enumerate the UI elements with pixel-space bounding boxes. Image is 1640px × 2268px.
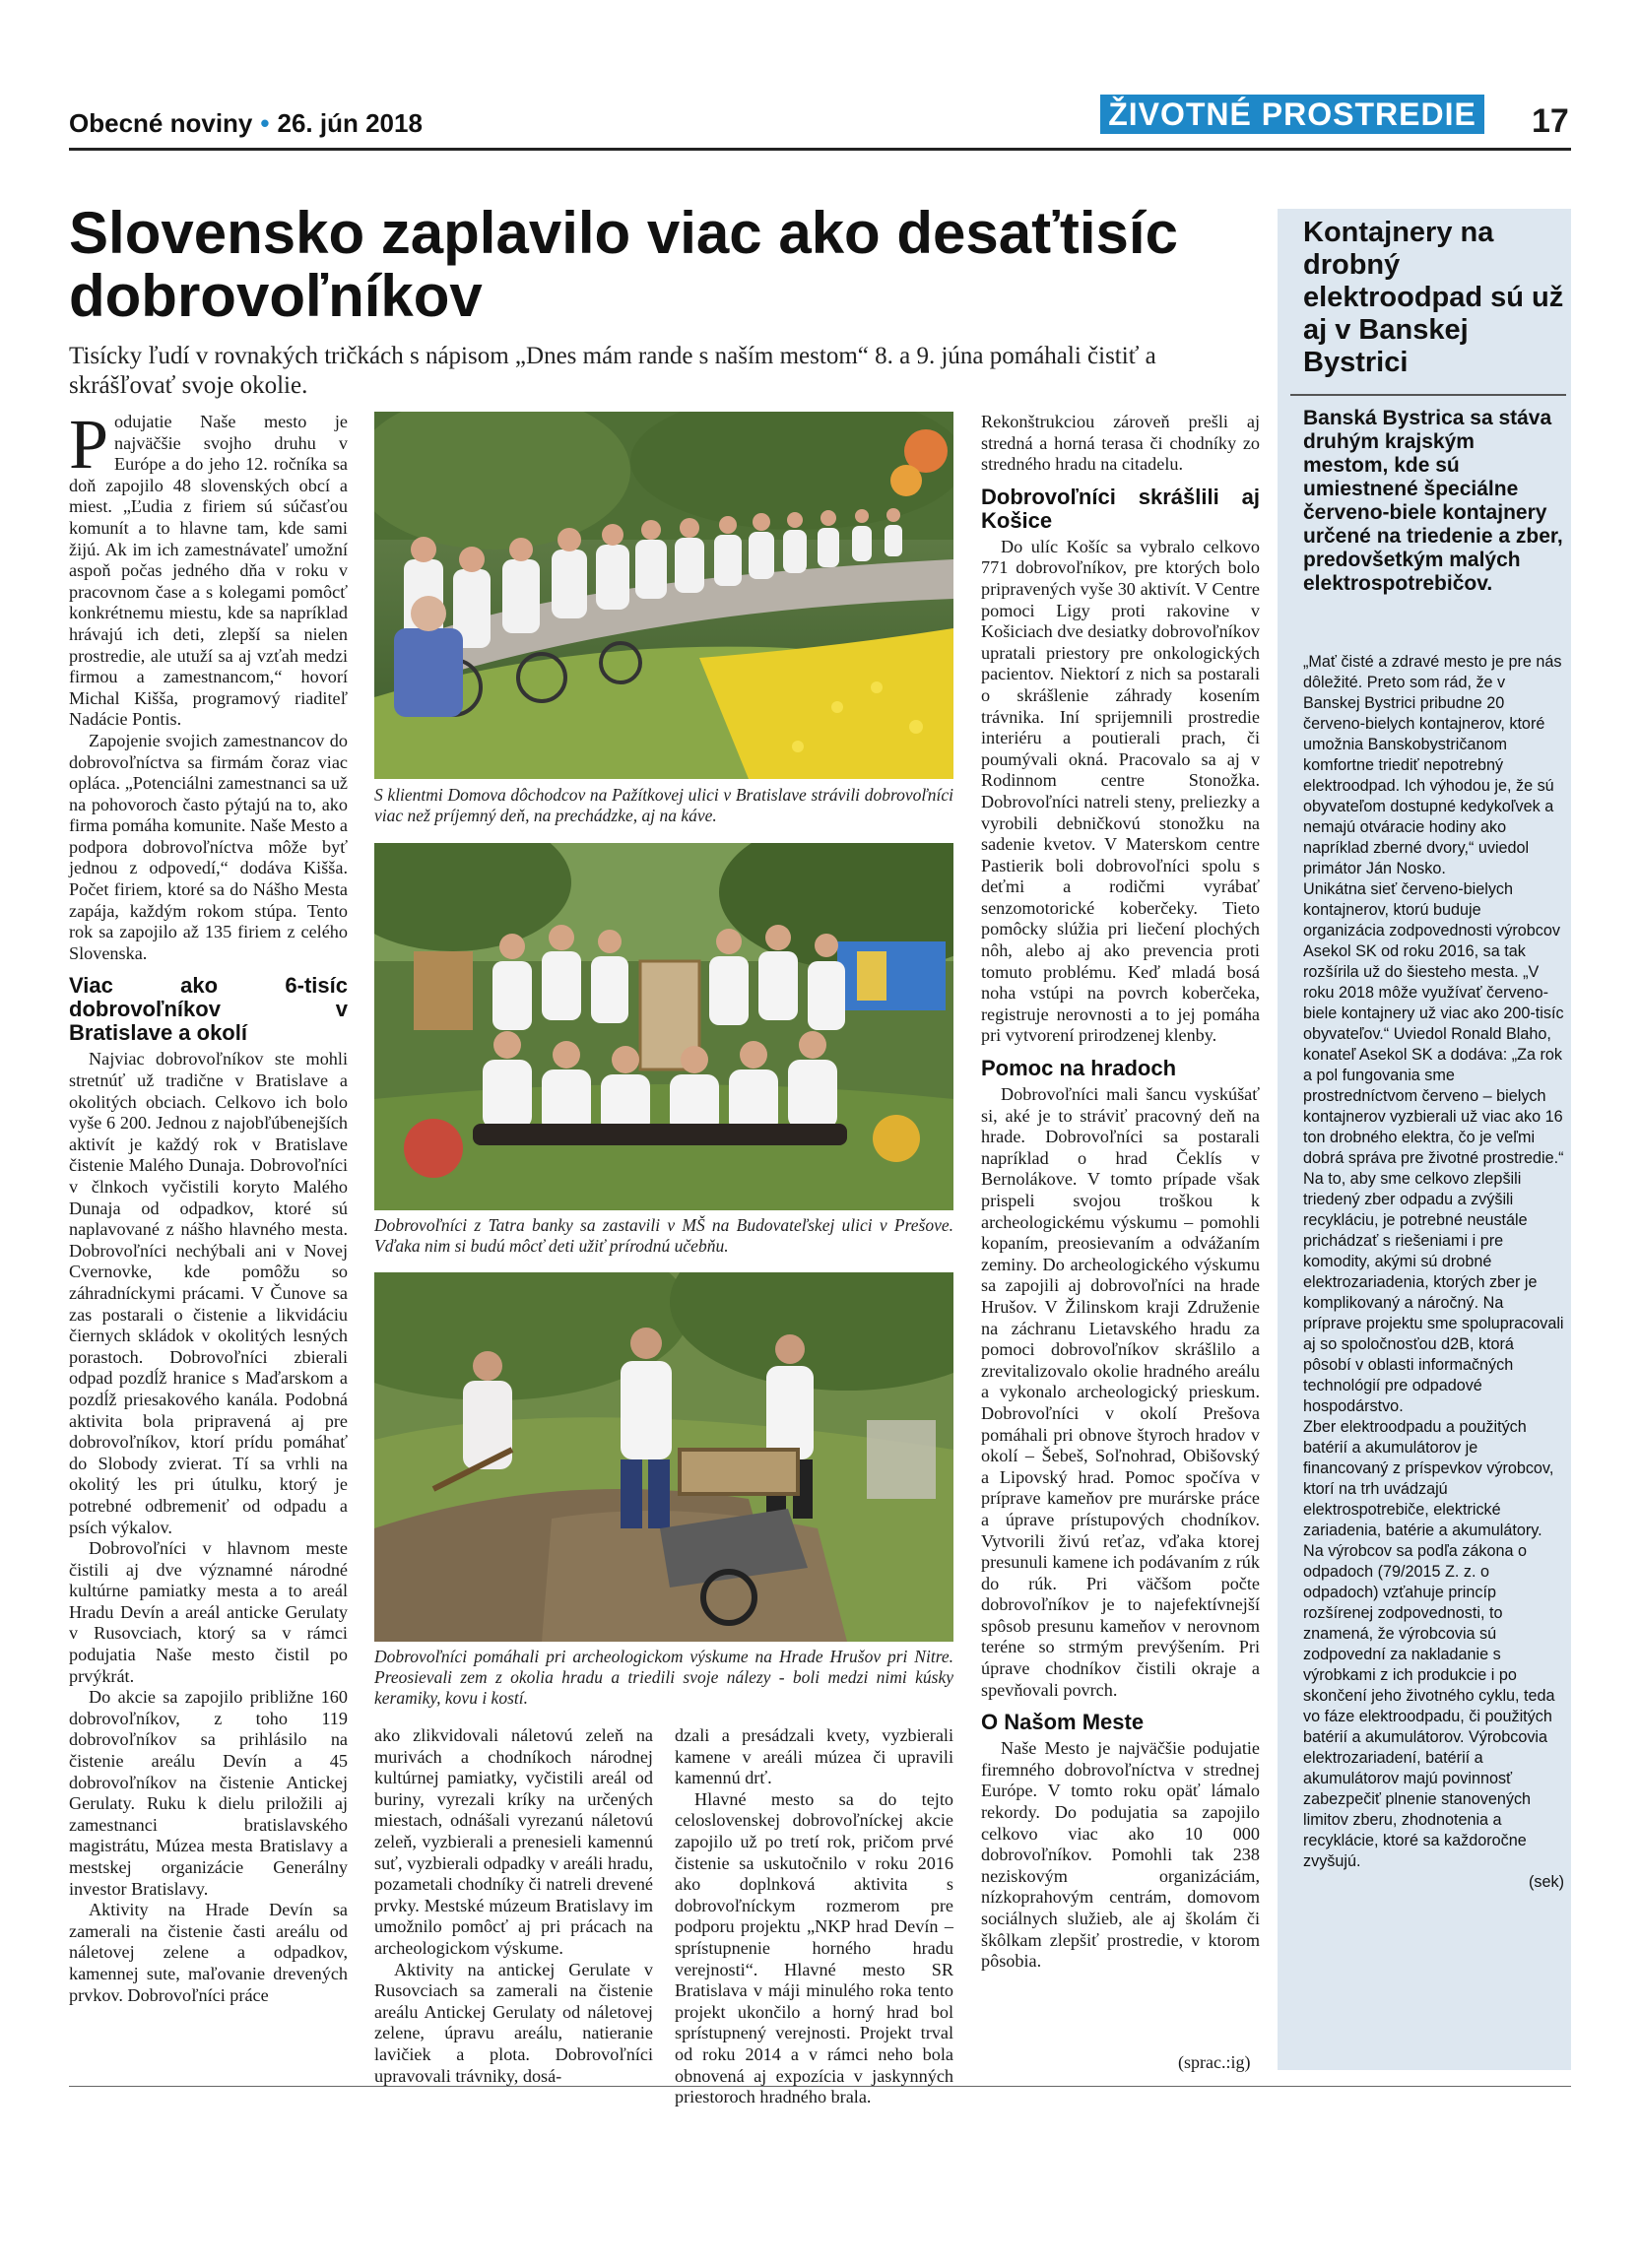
photo-caption: S klientmi Domova dôchodcov na Pažítkovej ulici v Bratislave strávili dobrovoľníci viac než príjemný deň, na prechádzke, aj na káve. bbox=[374, 785, 953, 825]
sidebar-lead: Banská Bystrica sa stáva druhým krajským mestom, kde sú umiestnené špeciálne červeno-biele kontajnery určené na triedenie a zber, predovšetkým malých elektrospotrebičov. bbox=[1303, 407, 1563, 595]
issue-date: 26. jún 2018 bbox=[277, 108, 423, 138]
drop-cap: P bbox=[69, 405, 109, 484]
top-rule bbox=[69, 148, 1571, 151]
paragraph: Rekonštrukciou zároveň prešli aj stredná a horná terasa či chodníky zo stredného hradu na citadelu. bbox=[981, 412, 1260, 475]
paragraph: Naše Mesto je najväčšie podujatie firemného dobrovoľníctva v strednej Európe. V tomto roku opäť lámalo rekordy. Do podujatia sa zapojilo celkovo viac ako 10 000 dobrovoľníkov. Pomohli tak 238 neziskovým organizáciám, nízkoprahovým centrám, domovom sociálnych služieb, ale aj školám či škôlkam zlepšiť prostredie, v ktorom pôsobia. bbox=[981, 1738, 1260, 1972]
article-column-2 bbox=[374, 1725, 653, 2087]
masthead bbox=[69, 108, 423, 139]
sidebar-paragraph: Unikátna sieť červeno-bielych kontajnerov, ktorú buduje organizácia zodpovednosti výrobcov Asekol SK od roku 2016, sa tak rozšírila už do šiesteho mesta. „V roku 2018 môže využívať červeno-biele kontajnery už viac ako 200-tisíc obyvateľov.“ Uviedol Ronald Blaho, konateľ Asekol SK a dodáva: „Za rok a pol fungovania sme prostredníctvom červeno – bielych kontajnerov vyzbierali už viac ako 16 ton drobného elektra, čo je veľmi dobrá správa pre životné prostredie.“ bbox=[1303, 880, 1564, 1167]
article-credit: (sprac.:ig) bbox=[1178, 2052, 1251, 2072]
subheading: Pomoc na hradoch bbox=[981, 1056, 1177, 1081]
sidebar-signature: (sek) bbox=[1529, 1873, 1564, 1891]
paragraph: Hlavné mesto sa do tejto celoslovenskej dobrovoľníckej akcie zapojilo už po tretí rok, pričom prvé čistenie sa uskutočnilo v roku 2016 ako doplnková aktivita s dobrovoľníckym rozmerom pre podporu projektu „NKP hrad Devín – sprístupnenie horného hradu verejnosti“. Hlavné mesto SR Bratislava v máji minulého roka tento projekt ukončilo a horný hrad bol sprístupnený verejnosti. Projekt trval od roku 2014 a v rámci neho bola obnovená aj expozícia v jaskynných priestoroch hradného brala. bbox=[675, 1788, 953, 2107]
article-column-4 bbox=[981, 412, 1260, 1973]
page-number: 17 bbox=[1532, 102, 1569, 140]
section-label: ŽIVOTNÉ PROSTREDIE bbox=[1100, 95, 1484, 134]
article-lead: Tisícky ľudí v rovnakých tričkách s nápisom „Dnes mám rande s naším mestom“ 8. a 9. júna pomáhali čistiť a skrášľovať svoje okolie. bbox=[69, 343, 1156, 399]
separator-dot: • bbox=[260, 108, 270, 138]
sidebar-title: Kontajnery na drobný elektroodpad sú už aj v Banskej Bystrici bbox=[1303, 217, 1564, 378]
paragraph: Aktivity na antickej Gerulate v Rusovciach sa zamerali na čistenie areálu Antickej Gerulaty od náletovej zelene, úpravu areálu, natieranie lavičiek a plota. Dobrovoľníci upravovali trávniky, dosá- bbox=[374, 1959, 653, 2086]
subheading: O Našom Meste bbox=[981, 1710, 1145, 1735]
paragraph: Zapojenie svojich zamestnancov do dobrovoľníctva sa firmám čoraz viac opláca. „Potenciálni zamestnanci sa už na pohovoroch často pýtajú na to, ako firma pomáha komunite. Naše Mesto a podpora dobrovoľníctva môže byť jednou z odpovedí,“ dodáva Kišša. Počet firiem, ktoré sa do Nášho Mesta zapája, každým rokom stúpa. Tento rok sa zapojilo až 135 firiem z celého Slovenska. bbox=[69, 730, 348, 963]
subheading: Dobrovoľníci skrášlili aj Košice bbox=[981, 484, 1260, 533]
paper-name: Obecné noviny bbox=[69, 108, 253, 138]
photo-caption: Dobrovoľníci z Tatra banky sa zastavili v MŠ na Budovateľskej ulici v Prešove. Vďaka nim si budú môcť deti užiť prírodnú učebňu. bbox=[374, 1215, 953, 1256]
photo-kindergarten bbox=[374, 843, 953, 1210]
photo-seniors-home-image bbox=[374, 412, 953, 779]
sidebar-paragraph: „Mať čisté a zdravé mesto je pre nás dôležité. Preto som rád, že v Banskej Bystrici pribudne 20 červeno-bielych kontajnerov, ktoré umožnia Banskobystričanom komfortne triediť nepotrebný elektroodpad. Ich výhodou je, že sú obyvateľom dostupné kedykoľvek a nemajú otváracie hodiny ako napríklad zberné dvory,“ uviedol primátor Ján Nosko. bbox=[1303, 653, 1562, 877]
photo-kindergarten-image bbox=[374, 843, 953, 1210]
paragraph: Aktivity na Hrade Devín sa zamerali na čistenie časti areálu od náletovej zelene a odpadkov, kamennej sute, maľovanie drevených prvkov. Dobrovoľníci práce bbox=[69, 1900, 348, 2005]
paragraph: Do akcie sa zapojilo približne 160 dobrovoľníkov, z toho 119 dobrovoľníkov sa prihlásilo na čistenie areálu Devín a 45 dobrovoľníkov na čistenie Antickej Gerulaty. Ruku k dielu priložili aj zamestnanci bratislavského magistrátu, Múzea mesta Bratislavy a mestskej organizácie Generálny investor Bratislavy. bbox=[69, 1687, 348, 1899]
article-column-3 bbox=[675, 1725, 953, 2108]
bottom-rule bbox=[69, 2086, 1571, 2087]
paragraph: Podujatie Naše mesto je najväčšie svojho druhu v Európe a do jeho 12. ročníka sa doň zapojilo 48 slovenských obcí a miest. „Ľudia z firiem sú súčasťou komunít a to hlavne tam, kde sami žijú. Ak im ich zamestnávateľ umožní aspoň počas jedného dňa v roku v pracovnom čase a s kolegami pomôcť konkrétnemu miestu, kde sa napríklad hrávajú ich deti, zlepší sa nielen prostredie, ale utuží sa aj vzťah medzi firmou a zamestnancom,“ hovorí Michal Kišša, programový riaditeľ Nadácie Pontis. bbox=[69, 405, 348, 730]
paragraph: Najviac dobrovoľníkov ste mohli stretnúť už tradične v Bratislave a okolitých obciach. Celkovo ich bolo vyše 6 200. Jednou z najobľúbenejších aktivít je každý rok v Bratislave čistenie Malého Dunaja. Dobrovoľníci v člnkoch vyčistili koryto Malého Dunaja od odpadkov, ktoré sú naplavované z nášho hlavného mesta. Dobrovoľníci nechýbali ani v Novej Cvernovke, kde pomôžu so záhradníckymi prácami. V Čunove sa zas postarali o čistenie a likvidáciu čiernych skládok v okolitých lesných porastoch. Dobrovoľníci zbierali odpad pozdĺž hranice s Maďarskom a pozdĺž priesakového kanála. Podobná aktivita bola pripravená aj pre dobrovoľníkov, ktorí prídu pomáhať do Slobody zvierat. Tí sa vrhli na okolitý les pri útulku, ktorý je potrebné odbremeniť od odpadu a psích výkalov. bbox=[69, 1049, 348, 1537]
photo-castle-excavation bbox=[374, 1272, 953, 1642]
photo-castle-excavation-image bbox=[374, 1272, 953, 1642]
article-column-1 bbox=[69, 405, 348, 2006]
sidebar-body bbox=[1303, 652, 1564, 1893]
sidebar-paragraph: Zber elektroodpadu a použitých batérií a akumulátorov je financovaný z príspevkov výrobcov, ktorí na trh uvádzajú elektrospotrebiče, elektrické zariadenia, batérie a akumulátory. Na výrobcov sa podľa zákona o odpadoch (79/2015 Z. z. o odpadoch) vzťahuje princíp rozšírenej zodpovednosti, to znamená, že výrobcovia sú zodpovední za nakladanie s výrobkami z ich produkcie i po skončení jeho životného cyklu, teda vo fáze elektroodpadu, či použitých batérií a akumulátorov. Výrobcovia elektrozariadení, batérií a akumulátorov majú povinnosť zabezpečiť plnenie stanovených limitov zberu, zhodnotenia a recyklácie, ktoré sa každoročne zvyšujú. bbox=[1303, 1418, 1555, 1870]
paragraph: dzali a presádzali kvety, vyzbierali kamene v areáli múzea či upravili kamennú drť. bbox=[675, 1725, 953, 1788]
paragraph: Do ulíc Košíc sa vybralo celkovo 771 dobrovoľníkov, pre ktorých bolo pripravených vyše 30 aktivít. V Centre pomoci Ligy proti rakovine v Košiciach dve desiatky dobrovoľníkov upratali priestory pre onkologických pacientov. Niektorí z nich sa postarali o skrášlenie záhrady kosením trávnika. Iní sprijemnili prostredie interiéru a poutierali prach, či poumývali okná. Pracovalo sa aj v Rodinnom centre Stonožka. Dobrovoľníci natreli steny, preliezky a vyrobili debničkovú stonožku na sadenie kvetov. V Materskom centre Pastierik boli dobrovoľníci spolu s deťmi a rodičmi vyrábať senzomotorické koberčeky. Tieto pomôcky slúžia pri liečení plochých nôh, alebo aj ako prevencia proti tomuto problému. Keď mladá bosá noha vstúpi na povrch koberčeka, registruje nerovnosti a to jej pomáha pri vytvorení prirodzenej klenby. bbox=[981, 536, 1260, 1046]
paragraph: Dobrovoľníci mali šancu vyskúšať si, aké je to stráviť pracovný deň na hrade. Dobrovoľníci sa postarali napríklad o hrad Čeklís v Bernolákove. V tomto prípade však prispeli svojou troškou k archeologickému výskumu – pomohli kopaním, preosievaním a odvážaním zeminy. Do archeologického výskumu sa zapojili aj dobrovoľníci na hrade Hrušov. V Žilinskom kraji Združenie na záchranu Lietavského hradu za pomoci dobrovoľníkov skrášlilo a zrevitalizovalo okolie hradného areálu a vykonalo archeologický prieskum. Dobrovoľníci v okolí Prešova pomáhali pri obnove štyroch hradov v okolí – Šebeš, Soľnohrad, Obišovský a Lipovský hrad. Pomoc spočíva v príprave kameňov pre murárske práce a úprave prístupových chodníkov. Vytvorili živú reťaz, vďaka ktorej presunuli kamene ich podávaním z rúk do rúk. Pri väčšom počte dobrovoľníkov je to najefektívnejší spôsob presunu kameňov v nerovnom teréne so strmým prevýšením. Pri úprave chodníkov čistili okraje a spevňovali povrch. bbox=[981, 1084, 1260, 1700]
subheading: Viac ako 6-tisíc dobrovoľníkov v Bratislave a okolí bbox=[69, 973, 348, 1046]
photo-caption: Dobrovoľníci pomáhali pri archeologickom výskume na Hrade Hrušov pri Nitre. Preosievali zem z okolia hradu a triedili svoje nálezy - boli medzi nimi kúsky keramiky, kovu i kostí. bbox=[374, 1647, 953, 1708]
paragraph: Dobrovoľníci v hlavnom meste čistili aj dve významné národné kultúrne pamiatky mesta a to areál Hradu Devín a areál anticke Gerulaty v Rusovciach, ktorý sa v rámci podujatia Naše mesto čistil po prvýkrát. bbox=[69, 1538, 348, 1686]
article-title: Slovensko zaplavilo viac ako desaťtisíc dobrovoľníkov bbox=[69, 200, 1178, 329]
sidebar-rule bbox=[1290, 394, 1566, 396]
sidebar-paragraph: Na to, aby sme celkovo zlepšili triedený zber odpadu a zvýšili recykláciu, je potrebné neustále prichádzať s riešeniami i pre komodity, akými sú drobné elektrozariadenia, ktorých zber je komplikovaný a náročný. Na príprave projektu sme spolupracovali aj so spoločnosťou d2B, ktorá pôsobí v oblasti informačných technológií pre odpadové hospodárstvo. bbox=[1303, 1170, 1564, 1415]
paragraph: ako zlikvidovali náletovú zeleň na murivách a chodníkoch národnej kultúrnej pamiatky, vyčistili areál od buriny, vyrezali kríky na určených miestach, odnášali vyrezanú náletovú zeleň, vyzbierali a prenesieli kamennú suť, vyzbierali odpadky v areáli hradu, pozametali chodníky či natreli drevené prvky. Mestské múzeum Bratislavy im umožnilo pomôcť aj pri prácach na archeologickom výskume. bbox=[374, 1725, 653, 1958]
photo-seniors-home bbox=[374, 412, 953, 779]
